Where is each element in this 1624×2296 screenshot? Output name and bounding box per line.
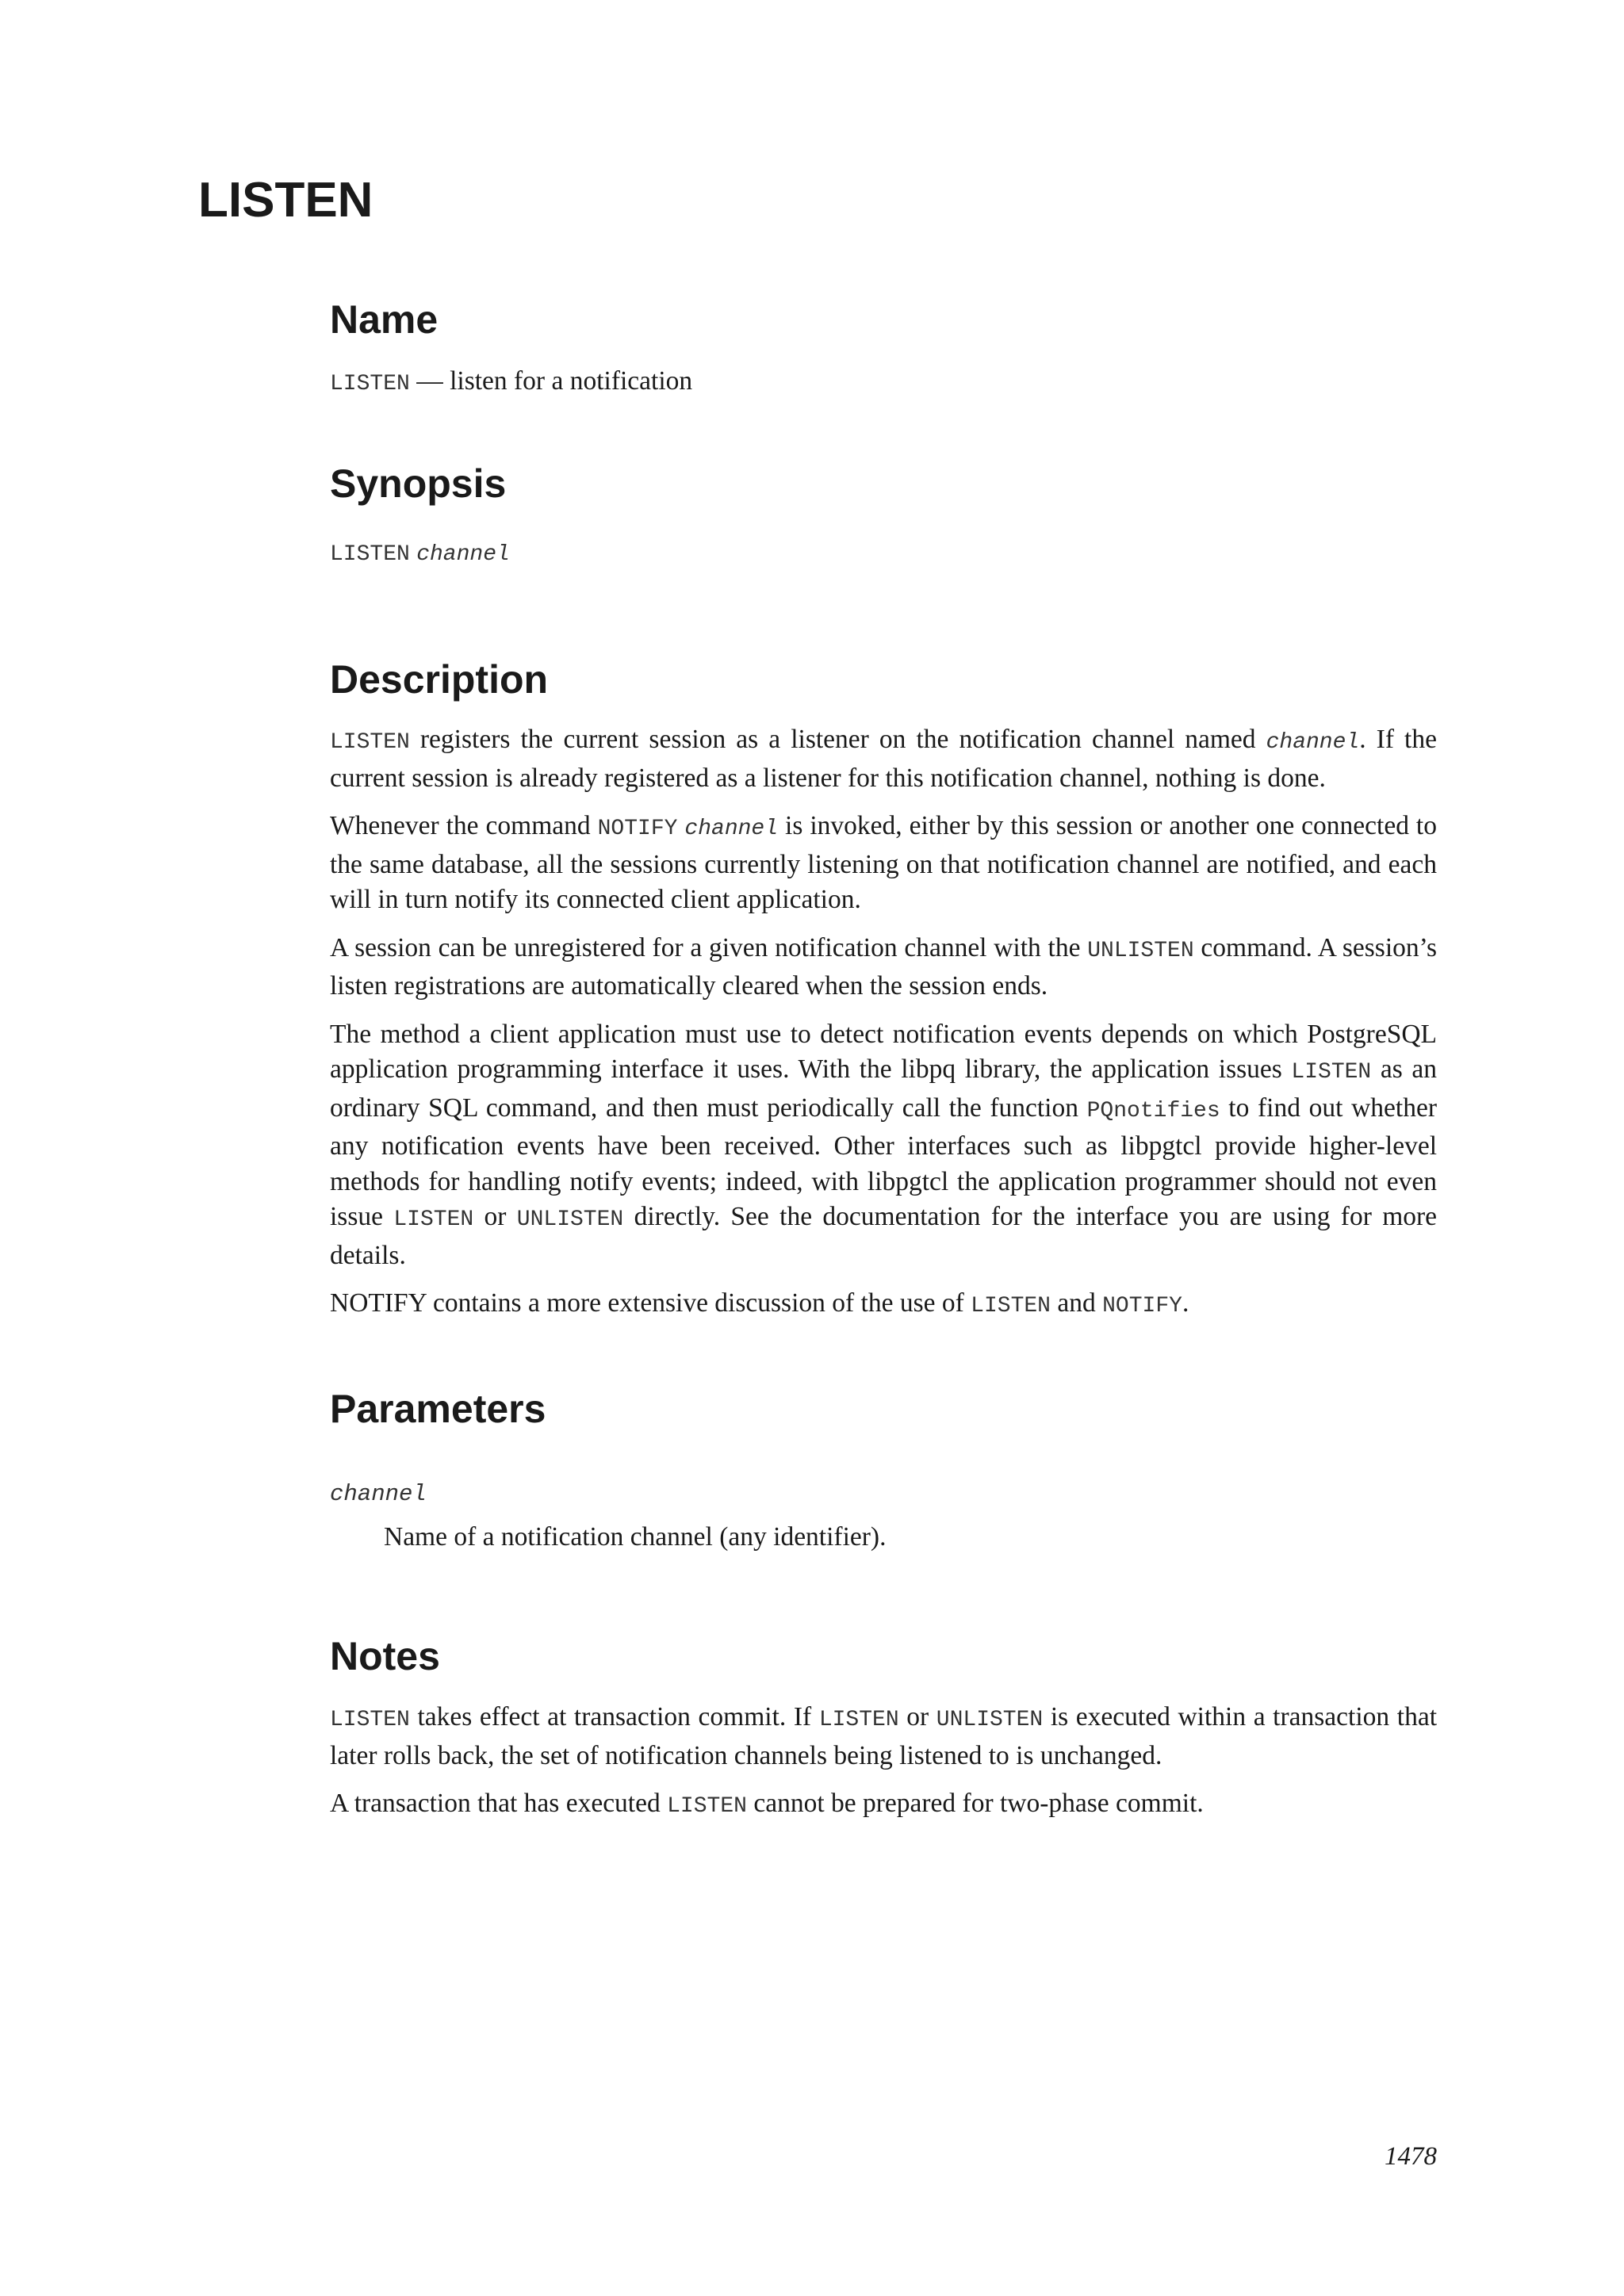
notes-paragraph: LISTEN takes effect at transaction commit. If LISTEN or UNLISTEN is executed within a transaction that later rolls back, the set of notification channels being listened to is unchanged. [330,1702,1438,1770]
parameter-definition: Name of a notification channel (any identifier). [384,1522,887,1552]
description-paragraph: NOTIFY contains a more extensive discussion of the use of LISTEN and NOTIFY. [330,1288,1189,1318]
page-title: LISTEN [198,173,373,228]
page-number: 1478 [1385,2142,1437,2171]
notes-section [330,1700,1437,1825]
synopsis-heading: Synopsis [330,461,507,506]
description-paragraph: The method a client application must use to detect notification events depends on which PostgreSQL application programming interface it uses. With the libpq library, the application issues LISTEN as an ordinary SQL command, and then must periodically call the function PQnotifies to find out whether any notification events have been received. Other interfaces such as libpgtcl provide higher-level methods for handling notify events; indeed, with libpgtcl the application programmer should not even issue LISTEN or UNLISTEN directly. See the documentation for the interface you are using for more details. [330,1019,1438,1270]
synopsis-block [330,534,1437,573]
description-paragraph: Whenever the command NOTIFY channel is invoked, either by this session or another one connected to the same database, all the sessions currently listening on that notification channel are notified, and each will in turn notify its connected client application. [330,811,1437,914]
parameter-term: channel [330,1481,427,1507]
description-paragraph: A session can be unregistered for a given notification channel with the UNLISTEN command. A session’s listen registrations are automatically cleared when the session ends. [330,932,1437,1001]
description-paragraph: LISTEN registers the current session as a listener on the notification channel named channel. If the current session is already registered as a listener for this notification channel, nothing is done. [330,725,1437,793]
synopsis-arg: channel [416,542,510,567]
name-line: LISTEN — listen for a notification [330,366,693,396]
synopsis-line: LISTEN channel [330,542,510,567]
name-section [330,364,1437,403]
notes-paragraph: A transaction that has executed LISTEN cannot be prepared for two-phase commit. [330,1789,1204,1819]
notes-heading: Notes [330,1634,440,1678]
name-heading: Name [330,297,439,342]
description-section [330,722,1437,1325]
description-heading: Description [330,657,549,702]
parameters-heading: Parameters [330,1387,546,1431]
command-name: LISTEN [330,372,410,396]
